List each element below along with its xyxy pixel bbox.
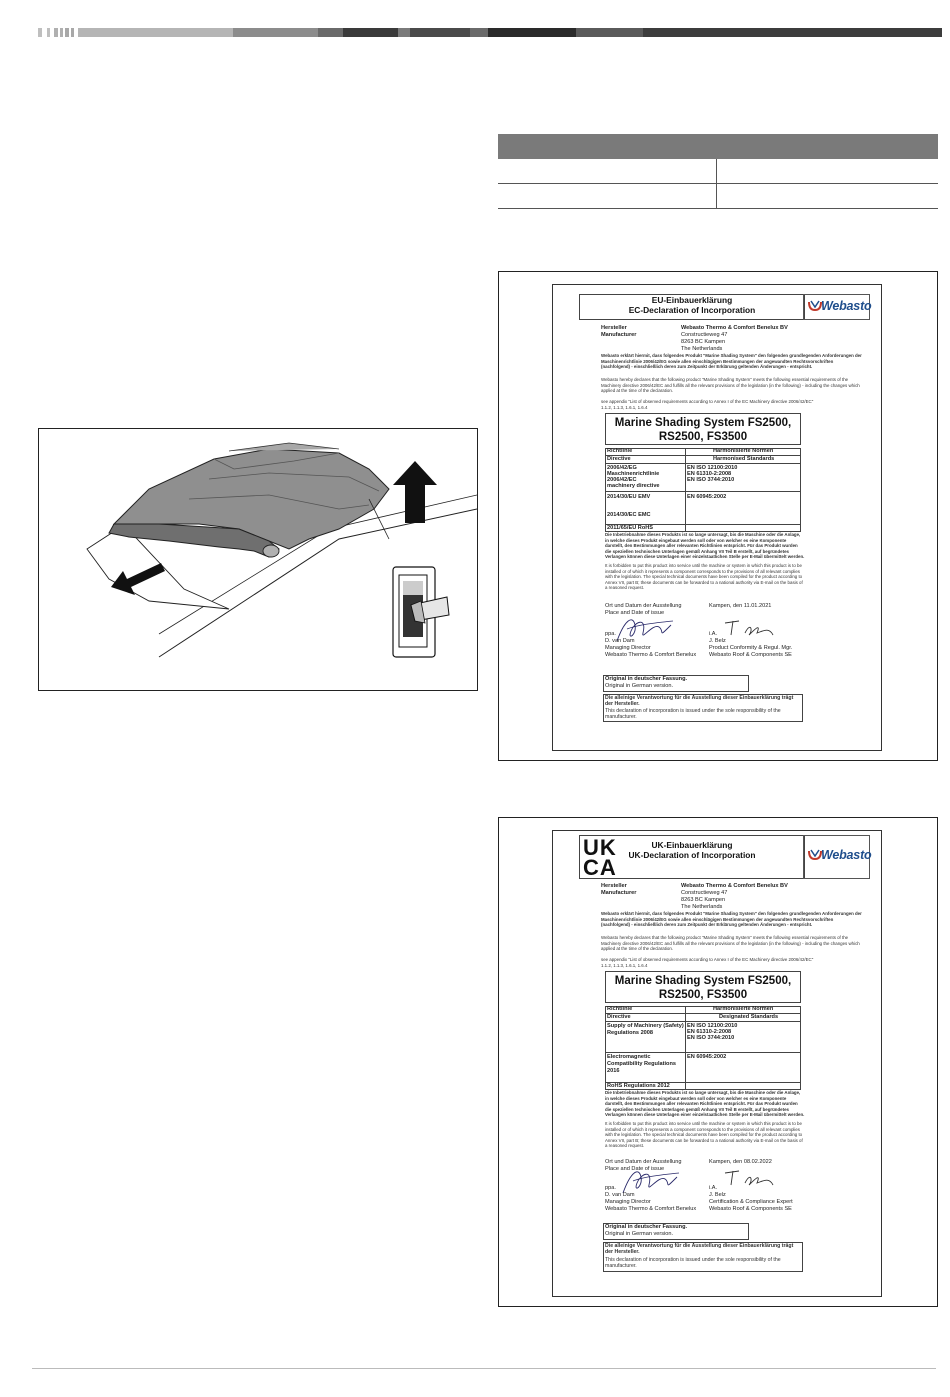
appendix-note: see appendix "List of observed requirements according to Annex I of the EC Machinery directive 2006/42/EC" bbox=[601, 957, 814, 962]
manufacturer-label-de: Hersteller bbox=[601, 883, 627, 889]
signatory-text: J. Belz bbox=[709, 1192, 726, 1198]
col-directive-de: Richtlinie bbox=[607, 1006, 633, 1012]
header-segment bbox=[343, 28, 398, 37]
signatory-text: Webasto Roof & Components SE bbox=[709, 652, 792, 658]
manufacturer-label-de: Hersteller bbox=[601, 325, 627, 331]
signatory-text: Managing Director bbox=[605, 1199, 651, 1205]
table-cell bbox=[717, 184, 939, 209]
intro-en: It is forbidden to put this product into service until the machine or system in which this product is to be installed or of which it represents a component corresponds to the provisions of all relevant complies with the legislation. The special technical documents have been compiled for the product according to Annex VII, part B; these documents can be forwarded to a national authority via E-mail on the basis of a reasoned request. bbox=[605, 563, 803, 591]
place-label-de: Ort und Datum der Ausstellung bbox=[605, 603, 682, 609]
standard-text: EN ISO 3744:2010 bbox=[687, 1035, 735, 1041]
place-value: Kampen, den 11.01.2021 bbox=[709, 603, 772, 609]
signatory-text: J. Belz bbox=[709, 638, 726, 644]
directive-text: 2006/42/EC bbox=[607, 477, 637, 483]
header-color-bar bbox=[38, 28, 942, 37]
directive-text: Regulations 2008 bbox=[607, 1030, 654, 1036]
header-segment bbox=[60, 28, 63, 37]
header-segment bbox=[410, 28, 470, 37]
declaration-de: Webasto erklärt hiermit, dass folgendes Produkt "Marine Shading System" den folgenden grundlegenden Anforderungen der Maschinenrichtlinie 2006/42/EG sowie allen einschlägigen Bestimmungen der angewandten Rechtsvorschriften (nachfolgend) - einschließlich deren zum Zeitpunkt der Erklärung geltenden Änderungen - entspricht. bbox=[601, 911, 862, 928]
header-segment bbox=[71, 28, 74, 37]
uk-declaration-document bbox=[552, 830, 882, 1297]
doc-title-en: UK-Declaration of Incorporation bbox=[628, 850, 756, 860]
table-cell bbox=[717, 159, 939, 184]
directive-text: Electromagnetic bbox=[607, 1054, 651, 1060]
signatory-text: Managing Director bbox=[605, 645, 651, 651]
logo-text: Webasto bbox=[821, 848, 872, 862]
cover-removal-figure bbox=[38, 428, 478, 691]
manufacturer-label-en: Manufacturer bbox=[601, 332, 637, 338]
declaration-en: Webasto hereby declares that the following product "Marine Shading System" meets the following essential requirements of the Machinery directive 2006/42/EC and fulfills all the relevant provisions of the legislation (in the following) - including the changes which applied at the time of the declaration. bbox=[601, 377, 860, 394]
directive-text: 2006/42/EG bbox=[607, 465, 637, 471]
spec-table bbox=[498, 134, 938, 209]
product-title-box bbox=[605, 413, 801, 445]
address-line: 8263 BC Kampen bbox=[681, 897, 726, 903]
uk-declaration-figure bbox=[498, 817, 938, 1307]
table-cell bbox=[498, 159, 717, 184]
arrow-up-icon bbox=[391, 459, 439, 525]
product-title-line2: RS2500, FS3500 bbox=[658, 431, 748, 443]
directive-text: 2014/30/EC EMC bbox=[607, 512, 651, 518]
original-de: Original in deutscher Fassung. bbox=[605, 676, 688, 682]
header-segment bbox=[54, 28, 58, 37]
webasto-logo bbox=[803, 294, 870, 320]
place-label-en: Place and Date of issue bbox=[605, 1166, 665, 1172]
table-row bbox=[498, 184, 938, 209]
appendix-list: 1.1.2, 1.1.3, 1.6.1, 1.6.4 bbox=[601, 963, 648, 968]
appendix-note: see appendix "List of observed requirements according to Annex I of the EC Machinery directive 2006/42/EC" bbox=[601, 399, 814, 404]
manufacturer-name: Webasto Thermo & Comfort Benelux BV bbox=[681, 883, 788, 889]
signatory-text: Webasto Thermo & Comfort Benelux bbox=[605, 652, 697, 658]
responsibility-de: Die alleinige Verantwortung für die Ausstellung dieser Einbauerklärung trägt der Hersteller. bbox=[605, 695, 794, 708]
directive-text: Maschinenrichtlinie bbox=[607, 471, 660, 477]
address-line: The Netherlands bbox=[681, 904, 723, 910]
table-header-row bbox=[498, 134, 938, 159]
directive-text: machinery directive bbox=[607, 483, 660, 489]
address-line: Constructieweg 47 bbox=[681, 332, 728, 338]
webasto-logo-icon bbox=[808, 300, 822, 313]
signature-right bbox=[721, 617, 777, 639]
standard-text: EN ISO 3744:2010 bbox=[687, 477, 735, 483]
signatory-text: Product Conformity & Regul. Mgr. bbox=[709, 645, 793, 651]
header-segment bbox=[318, 28, 343, 37]
header-segment bbox=[470, 28, 488, 37]
arrow-left-icon bbox=[109, 557, 165, 597]
signatory-text: i.A. bbox=[709, 1185, 718, 1191]
standard-text: EN 60945:2002 bbox=[687, 494, 727, 500]
place-value: Kampen, den 08.02.2022 bbox=[709, 1159, 772, 1165]
signatory-text: ppa. bbox=[605, 631, 616, 637]
header-segment bbox=[47, 28, 50, 37]
header-segment bbox=[398, 28, 410, 37]
responsibility-en: This declaration of incorporation is issued under the sole responsibility of the manufacturer. bbox=[605, 1257, 781, 1270]
eu-declaration-figure bbox=[498, 271, 938, 761]
logo-text: Webasto bbox=[821, 299, 872, 313]
signatory-text: i.A. bbox=[709, 631, 718, 637]
header-segment bbox=[576, 28, 643, 37]
place-label-de: Ort und Datum der Ausstellung bbox=[605, 1159, 682, 1165]
appendix-list: 1.1.2, 1.1.3, 1.6.1, 1.6.4 bbox=[601, 405, 648, 410]
doc-title-de: UK-Einbauerklärung bbox=[651, 840, 733, 850]
standard-text: EN 60945:2002 bbox=[687, 1054, 727, 1060]
signatory-text: Certification & Compliance Expert bbox=[709, 1199, 793, 1205]
header-segment bbox=[488, 28, 576, 37]
address-line: The Netherlands bbox=[681, 346, 723, 352]
rocker-switch-icon bbox=[391, 565, 451, 661]
declaration-de: Webasto erklärt hiermit, dass folgendes Produkt "Marine Shading System" den folgenden grundlegenden Anforderungen der Maschinenrichtlinie 2006/42/EG sowie allen einschlägigen Bestimmungen der angewandten Rechtsvorschriften (nachfolgend) - einschließlich deren zum Zeitpunkt der Erklärung geltenden Änderungen - entspricht. bbox=[601, 353, 862, 370]
col-standards-de: Harmonisierte Normen bbox=[713, 448, 774, 454]
table-cell bbox=[498, 184, 717, 209]
col-standards-de: Harmonisierte Normen bbox=[713, 1006, 774, 1012]
signatory-text: D. van Dam bbox=[605, 638, 635, 644]
col-standards-en: Harmonised Standards bbox=[713, 456, 775, 462]
signatory-text: Webasto Roof & Components SE bbox=[709, 1206, 792, 1212]
header-segment bbox=[38, 28, 42, 37]
intro-de: Die Inbetriebnahme dieses Produkts ist so lange untersagt, bis die Maschine oder die Anlage, in welche dieses Produkt eingebaut werden soll oder von welcher es eine Komponente darstellt, den Bestimmungen aller relevanten Richtlinien entspricht. Für das Produkt wurden die speziellen technischen Unterlagen gemäß Anhang VII Teil B erstellt, auf begründetes Verlangen können diese Unterlagen einer einzelstaatlichen Stelle per E-Mail übermittelt werden. bbox=[605, 532, 805, 560]
header-segment bbox=[233, 28, 318, 37]
webasto-logo bbox=[803, 835, 870, 879]
responsibility-de: Die alleinige Verantwortung für die Ausstellung dieser Einbauerklärung trägt der Hersteller. bbox=[605, 1243, 794, 1256]
original-de: Original in deutscher Fassung. bbox=[605, 1224, 688, 1230]
intro-de: Die Inbetriebnahme dieses Produkts ist so lange untersagt, bis die Maschine oder die Anlage, in welche dieses Produkt eingebaut werden soll oder von welcher es eine Komponente darstellt, den Bestimmungen aller relevanten Richtlinien entspricht. Für das Produkt wurden die speziellen technischen Unterlagen gemäß Anhang VII Teil B erstellt, auf begründetes Verlangen können diese Unterlagen einer einzelstaatlichen Stelle per E-Mail übermittelt werden. bbox=[605, 1090, 805, 1118]
footer-rule bbox=[32, 1368, 936, 1369]
manufacturer-label-en: Manufacturer bbox=[601, 890, 637, 896]
signatory-text: Webasto Thermo & Comfort Benelux bbox=[605, 1206, 697, 1212]
product-title-line1: Marine Shading System FS2500, bbox=[614, 975, 792, 987]
col-standards-en: Designated Standards bbox=[719, 1014, 779, 1020]
col-directive-de: Richtlinie bbox=[607, 448, 633, 454]
product-title-line2: RS2500, FS3500 bbox=[658, 989, 748, 1001]
col-directive-en: Directive bbox=[607, 456, 631, 462]
doc-title-box bbox=[579, 294, 805, 320]
signature-right bbox=[721, 1167, 777, 1189]
standard-text: EN 61310-2:2008 bbox=[687, 471, 732, 477]
header-segment bbox=[65, 28, 69, 37]
product-title-line1: Marine Shading System FS2500, bbox=[614, 417, 792, 429]
col-directive-en: Directive bbox=[607, 1014, 631, 1020]
header-segment bbox=[78, 28, 233, 37]
address-line: Constructieweg 47 bbox=[681, 890, 728, 896]
signatory-text: ppa. bbox=[605, 1185, 616, 1191]
standard-text: EN 61310-2:2008 bbox=[687, 1029, 732, 1035]
signatory-text: D. van Dam bbox=[605, 1192, 635, 1198]
place-label-en: Place and Date of issue bbox=[605, 610, 665, 616]
intro-en: It is forbidden to put this product into service until the machine or system in which this product is to be installed or of which it represents a component corresponds to the provisions of all relevant complies with the legislation. The special technical documents have been compiled for the product according to Annex VII, part B; these documents can be forwarded to a national authority via E-mail on the basis of a reasoned request. bbox=[605, 1121, 803, 1149]
standard-text: EN ISO 12100:2010 bbox=[687, 1023, 738, 1029]
directive-text: Supply of Machinery (Safety) bbox=[607, 1023, 684, 1029]
declaration-en: Webasto hereby declares that the following product "Marine Shading System" meets the following essential requirements of the Machinery directive 2006/42/EC and fulfills all the relevant provisions of the legislation (in the following) - including the changes which applied at the time of the declaration. bbox=[601, 935, 860, 952]
directive-text: RoHS Regulations 2012 bbox=[607, 1083, 670, 1089]
address-line: 8263 BC Kampen bbox=[681, 339, 726, 345]
ukca-mark-line1: UK bbox=[583, 835, 617, 860]
original-en: Original in German version. bbox=[605, 683, 674, 689]
original-en: Original in German version. bbox=[605, 1231, 674, 1237]
doc-title-en: EC-Declaration of Incorporation bbox=[628, 305, 756, 315]
table-row bbox=[498, 159, 938, 184]
standard-text: EN ISO 12100:2010 bbox=[687, 465, 738, 471]
directive-text: 2016 bbox=[607, 1068, 620, 1074]
manufacturer-name: Webasto Thermo & Comfort Benelux BV bbox=[681, 325, 788, 331]
webasto-logo-icon bbox=[808, 849, 822, 862]
directive-text: 2014/30/EU EMV bbox=[607, 494, 651, 500]
doc-title-de: EU-Einbauerklärung bbox=[651, 295, 733, 305]
ukca-mark-line2: CA bbox=[583, 855, 617, 880]
directive-text: 2011/65/EU RoHS bbox=[607, 525, 654, 531]
eu-declaration-document bbox=[552, 284, 882, 751]
responsibility-en: This declaration of incorporation is issued under the sole responsibility of the manufacturer. bbox=[605, 708, 781, 721]
product-title-box bbox=[605, 971, 801, 1003]
directive-text: Compatibility Regulations bbox=[607, 1061, 676, 1067]
header-segment bbox=[643, 28, 942, 37]
